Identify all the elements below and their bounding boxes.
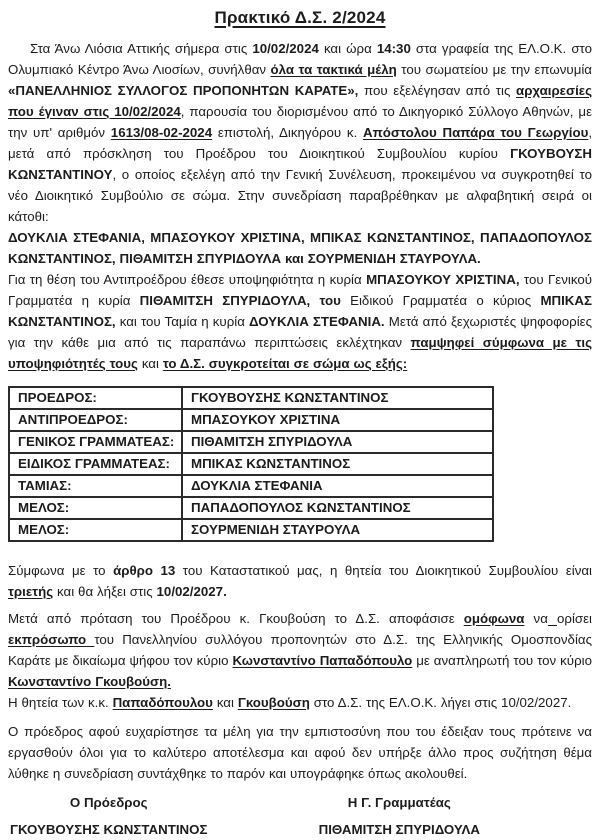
- paragraph-term-duration: [8, 560, 592, 602]
- board-person-cell: ΠΙΘΑΜΙΤΣΗ ΣΠΥΡΙΔΟΥΛΑ: [182, 431, 493, 453]
- paragraph-opening: [8, 38, 592, 227]
- text-run: Σύμφωνα με το: [8, 563, 114, 578]
- text-run: Η θητεία των κ.κ.: [8, 695, 113, 710]
- text-run: Μετά από ξεχωριστές ψηφοφορίες για την κάθε μια από τις παραπάνω περιπτώσεις εκλέχτηκαν: [8, 314, 592, 350]
- text-run: άρθρο 13: [113, 563, 176, 578]
- board-person-cell: ΠΑΠΑΔΟΠΟΥΛΟΣ ΚΩΝΣΤΑΝΤΙΝΟΣ: [182, 497, 493, 519]
- text-run: Κωνσταντίνο Παπαδόπουλο: [232, 653, 413, 668]
- text-run: Παπαδόπουλου: [112, 695, 213, 710]
- text-run: ορίσει: [557, 611, 593, 626]
- signature-president: [10, 792, 207, 840]
- text-run: Για τη θέση του Αντιπροέδρου έθεσε υποψηφιότητα η κυρία: [8, 272, 367, 287]
- board-table-row: [9, 387, 493, 409]
- board-role-cell: ΠΡΟΕΔΡΟΣ:: [9, 387, 182, 409]
- text-run: ΠΙΘΑΜΙΤΣΗ ΣΠΥΡΙΔΟΥΛΑ, του: [139, 293, 341, 308]
- text-run: του Καταστατικού μας, η θητεία του Διοικητικού Συμβουλίου είναι: [175, 563, 592, 578]
- text-run: και του Ταμία η κυρία: [115, 314, 249, 329]
- text-run: ομόφωνα: [463, 611, 525, 626]
- board-person-cell: ΔΟΥΚΛΙΑ ΣΤΕΦΑΝΙΑ: [182, 475, 493, 497]
- paragraph-closing: [8, 721, 592, 784]
- text-run: 10/02/2027.: [156, 584, 227, 599]
- board-person-cell: ΣΟΥΡΜΕΝΙΔΗ ΣΤΑΥΡΟΥΛΑ: [182, 519, 493, 541]
- board-role-cell: ΕΙΔΙΚΟΣ ΓΡΑΜΜΑΤΕΑΣ:: [9, 453, 182, 475]
- text-run: και: [212, 695, 238, 710]
- text-run: 10/02/2024: [252, 41, 319, 56]
- text-run: Γκουβούση: [237, 695, 310, 710]
- text-run: , ο οποίος εξελέγη από την Γενική Συνέλευση, προκειμένου να συγκροτηθεί το νέο Διοικητικό Συμβούλιο σε σώμα. Στην συνεδρίαση παραβρέθηκαν με αλφαβητική σειρά οι κάτοθι:: [8, 167, 592, 224]
- board-table-row: [9, 497, 493, 519]
- text-run: να: [524, 611, 548, 626]
- text-run: Στα Άνω Λιόσια Αττικής σήμερα στις: [30, 41, 253, 56]
- body-paragraphs-bottom: [8, 560, 592, 784]
- text-run: που εξελέγησαν από τις: [358, 83, 517, 98]
- text-run: του Γενικού Γραμματέα η κυρία: [8, 272, 592, 308]
- board-role-cell: ΜΕΛΟΣ:: [9, 519, 182, 541]
- paragraph-representative-decision: [8, 608, 592, 692]
- text-run: , μετά από πρόσκληση του Προέδρου του Διοικητικού Συμβουλίου κυρίου: [8, 125, 593, 161]
- text-run: , παρουσία του διορισμένου από το Δικηγορικό Σύλλογο Αθηνών, με την υπ' αριθμόν: [8, 104, 592, 140]
- board-role-cell: ΜΕΛΟΣ:: [9, 497, 182, 519]
- text-run: 1613/08-02-2024: [110, 125, 213, 140]
- text-run: το Δ.Σ. συγκροτείται σε σώμα ως εξής:: [162, 356, 408, 371]
- board-role-cell: ΓΕΝΙΚΟΣ ΓΡΑΜΜΑΤΕΑΣ:: [9, 431, 182, 453]
- text-run: ΜΠΙΚΑΣ ΚΩΝΣΤΑΝΤΙΝΟΣ,: [8, 293, 592, 329]
- text-run: και: [137, 356, 163, 371]
- text-run: [548, 611, 557, 626]
- board-composition-table: [8, 386, 494, 542]
- signature-block: [8, 792, 592, 840]
- text-run: Απόστολου Παπάρα του Γεωργίου: [363, 125, 589, 140]
- board-table-row: [9, 431, 493, 453]
- text-run: στα γραφεία της ΕΛ.Ο.Κ. στο Ολυμπιακό Κέντρο Άνω Λιοσίων, συνήλθαν: [8, 41, 592, 77]
- text-run: του σωματείου με την επωνυμία: [396, 62, 592, 77]
- text-run: Μετά από πρόταση του Προέδρου κ. Γκουβούση το Δ.Σ. αποφάσισε: [8, 611, 464, 626]
- text-run: ΓΚΟΥΒΟΥΣΗ ΚΩΝΣΤΑΝΤΙΝΟΥ: [8, 146, 592, 182]
- board-person-cell: ΜΠΑΣΟΥΚΟΥ ΧΡΙΣΤΙΝΑ: [182, 409, 493, 431]
- text-run: ΜΠΑΣΟΥΚΟΥ ΧΡΙΣΤΙΝΑ,: [366, 272, 520, 287]
- text-run: Ειδικού Γραμματέα ο κύριος: [340, 293, 541, 308]
- board-table-row: [9, 409, 493, 431]
- text-run: 14:30: [376, 41, 411, 56]
- text-run: αρχαιρεσίες που έγιναν στις 10/02/2024: [8, 83, 593, 119]
- text-run: και θα λήξει στις: [53, 584, 157, 599]
- text-run: όλα τα τακτικά μέλη: [270, 62, 397, 77]
- board-role-cell: ΤΑΜΙΑΣ:: [9, 475, 182, 497]
- paragraph-representative-term: [8, 692, 592, 713]
- document-title: Πρακτικό Δ.Σ. 2/2024: [214, 8, 386, 27]
- board-table-row: [9, 453, 493, 475]
- text-run: εκπρόσωπο: [8, 632, 87, 647]
- body-paragraphs-top: [8, 38, 592, 374]
- text-run: ΔΟΥΚΛΙΑ ΣΤΕΦΑΝΙΑ.: [249, 314, 385, 329]
- text-run: και ώρα: [318, 41, 377, 56]
- text-run: ΔΟΥΚΛΙΑ ΣΤΕΦΑΝΙΑ, ΜΠΑΣΟΥΚΟΥ ΧΡΙΣΤΙΝΑ, ΜΠΙΚΑΣ ΚΩΝΣΤΑΝΤΙΝΟΣ, ΠΑΠΑΔΟΠΟΥΛΟΣ ΚΩΝΣΤΑΝΤΙΝΟΣ, ΠΙΘΑΜΙΤΣΗ ΣΠΥΡΙΔΟΥΛΑ και ΣΟΥΡΜΕΝΙΔΗ ΣΤΑΥΡΟΥΛΑ.: [8, 230, 592, 266]
- paragraph-attendees: [8, 227, 592, 269]
- text-run: με αναπληρωτή του τον κύριο: [412, 653, 592, 668]
- paragraph-candidacies: [8, 269, 592, 374]
- board-person-cell: ΜΠΙΚΑΣ ΚΩΝΣΤΑΝΤΙΝΟΣ: [182, 453, 493, 475]
- board-role-cell: ΑΝΤΙΠΡΟΕΔΡΟΣ:: [9, 409, 182, 431]
- president-signature-name: ΓΚΟΥΒΟΥΣΗΣ ΚΩΝΣΤΑΝΤΙΝΟΣ: [10, 822, 208, 837]
- text-run: Ο πρόεδρος αφού ευχαρίστησε τα μέλη για την εμπιστοσύνη που του έδειξαν τους πρότεινε να εργασθούν όλοι για το καλύτερο αποτέλεσμα και αφού δεν υπήρξε άλλο προς συζήτηση θέμα λύθηκε η συνεδρίαση συντάχθηκε το παρόν και υπογράφηκε όπως ακολουθεί.: [8, 724, 592, 781]
- text-run: τριετής: [8, 584, 54, 599]
- board-table-row: [9, 475, 493, 497]
- secretary-signature-title: Η Γ. Γραμματέας: [347, 795, 451, 810]
- text-run: Κωνσταντίνο Γκουβούση.: [8, 674, 171, 689]
- signature-secretary: [319, 792, 480, 840]
- board-person-cell: ΓΚΟΥΒΟΥΣΗΣ ΚΩΝΣΤΑΝΤΙΝΟΣ: [182, 387, 493, 409]
- text-run: επιστολή, Δικηγόρου κ.: [212, 125, 364, 140]
- text-run: στο Δ.Σ. της ΕΛ.Ο.Κ. λήγει στις 10/02/2027.: [309, 695, 572, 710]
- board-table-row: [9, 519, 493, 541]
- board-table-body: [9, 387, 493, 541]
- text-run: παμψηφεί σύμφωνα με τις υποψηφιότητές τους: [8, 335, 592, 371]
- president-signature-title: Ο Πρόεδρος: [69, 795, 148, 810]
- secretary-signature-name: ΠΙΘΑΜΙΤΣΗ ΣΠΥΡΙΔΟΥΛΑ: [318, 822, 480, 837]
- text-run: του Πανελληνίου συλλόγου προπονητών στο Δ.Σ. της Ελληνικής Ομοσπονδίας Καράτε με δικαίωμα ψήφου τον κύριο: [8, 632, 592, 668]
- text-run: «ΠΑΝΕΛΛΗΝΙΟΣ ΣΥΛΛΟΓΟΣ ΠΡΟΠΟΝΗΤΩΝ ΚΑΡΑΤΕ»,: [8, 83, 359, 98]
